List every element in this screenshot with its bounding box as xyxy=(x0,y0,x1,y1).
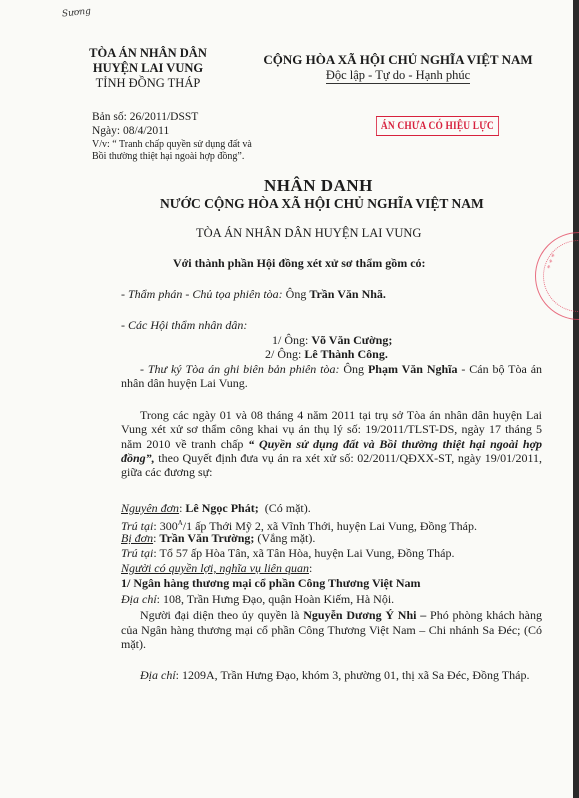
doc-number: Bản số: 26/2011/DSST xyxy=(92,111,199,123)
defendant-line: Bị đơn: Trần Văn Trường; (Vắng mặt). xyxy=(121,531,316,545)
doc-date: Ngày: 08/4/2011 xyxy=(92,125,170,137)
judge-line: - Thẩm phán - Chủ tọa phiên tòa: Ông Trần Văn Nhã. xyxy=(121,287,386,301)
clerk-line: - Thư ký Tòa án ghi biên bản phiên tòa: Ông Phạm Văn Nghĩa - Cán bộ Tòa án nhân dân huyện Lai Vung. xyxy=(121,362,543,390)
assessor-1: 1/ Ông: Võ Văn Cường; xyxy=(272,333,393,347)
scan-edge xyxy=(573,0,579,798)
doc-subject: V/v: “ Tranh chấp quyền sử dụng đất và Bồi thường thiệt hại ngoài hợp đồng”. xyxy=(92,139,252,162)
court-line2: HUYỆN LAI VUNG xyxy=(92,61,204,75)
republic-title: CỘNG HÒA XÃ HỘI CHỦ NGHĨA VIỆT NAM xyxy=(263,52,533,67)
assessor-2: 2/ Ông: Lê Thành Công. xyxy=(265,347,388,361)
court-province: TỈNH ĐỒNG THÁP xyxy=(95,76,201,90)
heading-title: NHÂN DANH xyxy=(264,176,373,195)
plaintiff-line: Nguyên đơn: Lê Ngọc Phát; (Có mặt). xyxy=(121,501,311,515)
not-effective-stamp: ÁN CHƯA CÓ HIỆU LỰC xyxy=(376,116,499,136)
handwritten-note: Sương xyxy=(61,6,92,20)
representative-address: Địa chỉ: 1209A, Trần Hưng Đạo, khóm 3, phường 01, thị xã Sa Đéc, Đồng Tháp. xyxy=(140,668,530,682)
court-line1: TÒA ÁN NHÂN DÂN xyxy=(89,46,207,60)
panel-intro: Với thành phần Hội đồng xét xử sơ thẩm gồm có: xyxy=(173,256,426,270)
assessors-label: - Các Hội thẩm nhân dân: xyxy=(121,318,248,332)
court-seal: * * * xyxy=(535,232,579,320)
bank-address: Địa chỉ: 108, Trần Hưng Đạo, quận Hoàn Kiếm, Hà Nội. xyxy=(121,592,395,606)
related-bank: 1/ Ngân hàng thương mại cổ phần Công Thương Việt Nam xyxy=(121,576,421,590)
defendant-residence: Trú tại: Tổ 57 ấp Hòa Tân, xã Tân Hòa, huyện Lai Vung, Đồng Tháp. xyxy=(121,546,455,560)
related-party-label: Người có quyền lợi, nghĩa vụ liên quan: xyxy=(121,561,313,575)
court-header xyxy=(68,46,228,91)
heading-subtitle: NƯỚC CỘNG HÒA XÃ HỘI CHỦ NGHĨA VIỆT NAM xyxy=(160,196,484,211)
plaintiff-residence: Trú tại: $300^A/1$ ấp Thới Mỹ 2, xã Vĩnh Thới, huyện Lai Vung, Đồng Tháp. xyxy=(121,519,477,533)
trial-paragraph: Trong các ngày 01 và 08 tháng 4 năm 2011 tại trụ sở Tòa án nhân dân huyện Lai Vung xét xử sơ thẩm công khai vụ án thụ lý số: 19/2011/TLST-DS, ngày 17 tháng 5 năm 2010 về tranh chấp “ Quyền sử dụng đất và Bồi thường thiệt hại ngoài hợp đồng”, theo Quyết định đưa vụ án ra xét xử số: 02/2011/QĐXX-ST, ngày 19/01/2011, giữa các đương sự: xyxy=(121,408,543,480)
heading-court-name: TÒA ÁN NHÂN DÂN HUYỆN LAI VUNG xyxy=(196,226,422,240)
bank-representative: Người đại diện theo ủy quyền là Nguyễn Dương Ý Nhi – Phó phòng khách hàng của Ngân hàng thương mại cổ phần Công Thương Việt Nam – Chi nhánh Sa Đéc; (Có mặt). xyxy=(121,608,543,651)
republic-motto: Độc lập - Tự do - Hạnh phúc xyxy=(325,68,471,82)
